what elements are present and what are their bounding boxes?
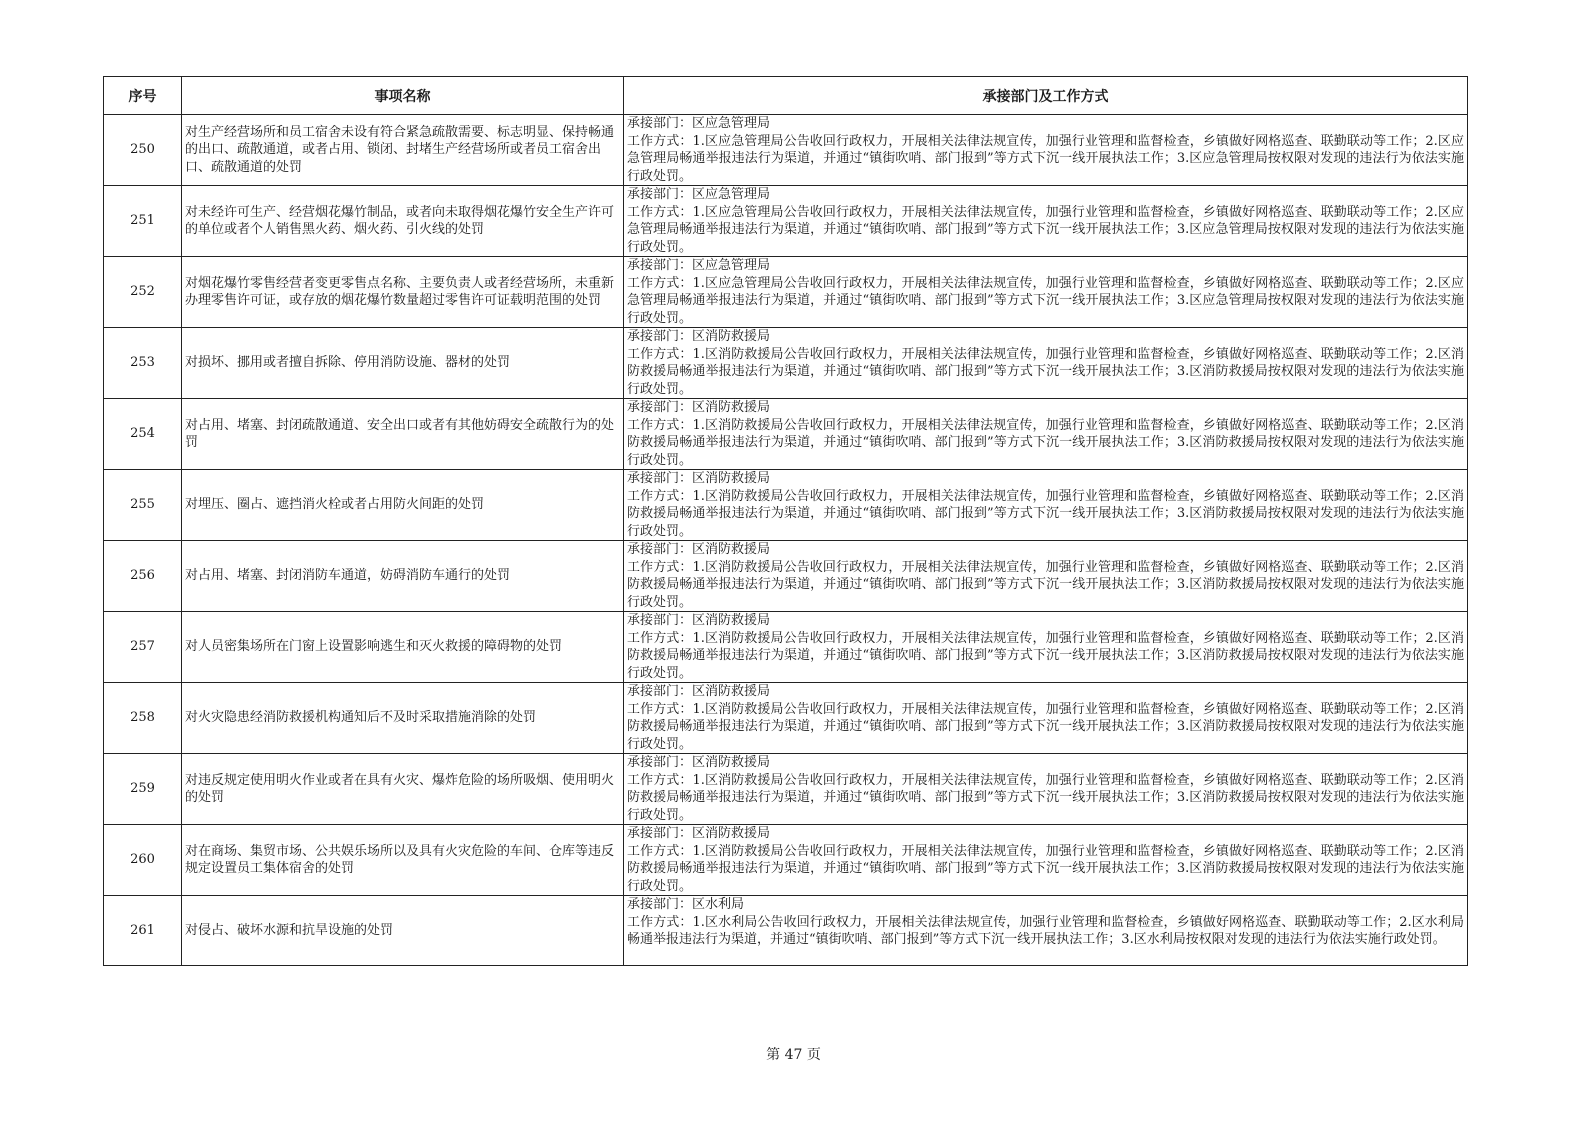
row-dept-name: 承接部门：区应急管理局 — [627, 258, 771, 273]
row-dept-method — [624, 612, 1468, 683]
table-row — [104, 754, 1468, 825]
table-row — [104, 896, 1468, 966]
row-work-method: 工作方式：1.区消防救援局公告收回行政权力，开展相关法律法规宣传，加强行业管理和监督检查，乡镇做好网格巡查、联勤联动等工作；2.区消防救援局畅通举报违法行为渠道，并通过“镇街吹哨、部门报到”等方式下沉一线开展执法工作；3.区消防救援局按权限对发现的违法行为依法实施行政处罚。 — [627, 417, 1464, 468]
row-dept-method — [624, 186, 1468, 257]
row-item-name: 对占用、堵塞、封闭疏散通道、安全出口或者有其他妨碍安全疏散行为的处罚 — [182, 399, 624, 470]
page-number: 第 47 页 — [766, 1047, 821, 1063]
row-seq-number: 256 — [104, 541, 182, 612]
row-work-method: 工作方式：1.区消防救援局公告收回行政权力，开展相关法律法规宣传，加强行业管理和监督检查，乡镇做好网格巡查、联勤联动等工作；2.区消防救援局畅通举报违法行为渠道，并通过“镇街吹哨、部门报到”等方式下沉一线开展执法工作；3.区消防救援局按权限对发现的违法行为依法实施行政处罚。 — [627, 772, 1464, 823]
row-work-method: 工作方式：1.区消防救援局公告收回行政权力，开展相关法律法规宣传，加强行业管理和监督检查，乡镇做好网格巡查、联勤联动等工作；2.区消防救援局畅通举报违法行为渠道，并通过“镇街吹哨、部门报到”等方式下沉一线开展执法工作；3.区消防救援局按权限对发现的违法行为依法实施行政处罚。 — [627, 488, 1464, 539]
row-dept-name: 承接部门：区消防救援局 — [627, 400, 771, 415]
table-row — [104, 825, 1468, 896]
row-dept-method — [624, 825, 1468, 896]
row-item-name: 对违反规定使用明火作业或者在具有火灾、爆炸危险的场所吸烟、使用明火的处罚 — [182, 754, 624, 825]
row-seq-number: 260 — [104, 825, 182, 896]
row-dept-method — [624, 541, 1468, 612]
row-dept-name: 承接部门：区消防救援局 — [627, 826, 771, 841]
row-seq-number: 255 — [104, 470, 182, 541]
row-dept-name: 承接部门：区应急管理局 — [627, 116, 771, 131]
table-header-row — [104, 77, 1468, 115]
header-item-name: 事项名称 — [182, 77, 624, 115]
table-row — [104, 399, 1468, 470]
header-dept-method: 承接部门及工作方式 — [624, 77, 1468, 115]
row-seq-number: 250 — [104, 115, 182, 186]
table-row — [104, 683, 1468, 754]
table-body — [104, 115, 1468, 966]
row-seq-number: 258 — [104, 683, 182, 754]
table-row — [104, 470, 1468, 541]
table-row — [104, 257, 1468, 328]
row-work-method: 工作方式：1.区应急管理局公告收回行政权力，开展相关法律法规宣传，加强行业管理和监督检查，乡镇做好网格巡查、联勤联动等工作；2.区应急管理局畅通举报违法行为渠道，并通过“镇街吹哨、部门报到”等方式下沉一线开展执法工作；3.区应急管理局按权限对发现的违法行为依法实施行政处罚。 — [627, 204, 1464, 255]
row-seq-number: 252 — [104, 257, 182, 328]
row-dept-name: 承接部门：区应急管理局 — [627, 187, 771, 202]
row-dept-name: 承接部门：区消防救援局 — [627, 613, 771, 628]
row-dept-name: 承接部门：区消防救援局 — [627, 329, 771, 344]
row-dept-method — [624, 754, 1468, 825]
row-dept-name: 承接部门：区消防救援局 — [627, 684, 771, 699]
table-row — [104, 186, 1468, 257]
row-work-method: 工作方式：1.区应急管理局公告收回行政权力，开展相关法律法规宣传，加强行业管理和监督检查，乡镇做好网格巡查、联勤联动等工作；2.区应急管理局畅通举报违法行为渠道，并通过“镇街吹哨、部门报到”等方式下沉一线开展执法工作；3.区应急管理局按权限对发现的违法行为依法实施行政处罚。 — [627, 133, 1464, 184]
row-item-name: 对埋压、圈占、遮挡消火栓或者占用防火间距的处罚 — [182, 470, 624, 541]
row-dept-method — [624, 470, 1468, 541]
row-work-method: 工作方式：1.区应急管理局公告收回行政权力，开展相关法律法规宣传，加强行业管理和监督检查，乡镇做好网格巡查、联勤联动等工作；2.区应急管理局畅通举报违法行为渠道，并通过“镇街吹哨、部门报到”等方式下沉一线开展执法工作；3.区应急管理局按权限对发现的违法行为依法实施行政处罚。 — [627, 275, 1464, 326]
row-seq-number: 253 — [104, 328, 182, 399]
row-dept-method — [624, 896, 1468, 966]
table-row — [104, 115, 1468, 186]
row-work-method: 工作方式：1.区消防救援局公告收回行政权力，开展相关法律法规宣传，加强行业管理和监督检查，乡镇做好网格巡查、联勤联动等工作；2.区消防救援局畅通举报违法行为渠道，并通过“镇街吹哨、部门报到”等方式下沉一线开展执法工作；3.区消防救援局按权限对发现的违法行为依法实施行政处罚。 — [627, 630, 1464, 681]
row-dept-name: 承接部门：区消防救援局 — [627, 542, 771, 557]
row-work-method: 工作方式：1.区消防救援局公告收回行政权力，开展相关法律法规宣传，加强行业管理和监督检查，乡镇做好网格巡查、联勤联动等工作；2.区消防救援局畅通举报违法行为渠道，并通过“镇街吹哨、部门报到”等方式下沉一线开展执法工作；3.区消防救援局按权限对发现的违法行为依法实施行政处罚。 — [627, 701, 1464, 752]
row-dept-name: 承接部门：区消防救援局 — [627, 755, 771, 770]
row-seq-number: 261 — [104, 896, 182, 966]
row-work-method: 工作方式：1.区消防救援局公告收回行政权力，开展相关法律法规宣传，加强行业管理和监督检查，乡镇做好网格巡查、联勤联动等工作；2.区消防救援局畅通举报违法行为渠道，并通过“镇街吹哨、部门报到”等方式下沉一线开展执法工作；3.区消防救援局按权限对发现的违法行为依法实施行政处罚。 — [627, 346, 1464, 397]
row-item-name: 对侵占、破坏水源和抗旱设施的处罚 — [182, 896, 624, 966]
row-work-method: 工作方式：1.区水利局公告收回行政权力，开展相关法律法规宣传，加强行业管理和监督检查，乡镇做好网格巡查、联勤联动等工作；2.区水利局畅通举报违法行为渠道，并通过“镇街吹哨、部门报到”等方式下沉一线开展执法工作；3.区水利局按权限对发现的违法行为依法实施行政处罚。 — [627, 914, 1464, 947]
row-seq-number: 257 — [104, 612, 182, 683]
document-table-container — [103, 76, 1467, 966]
row-seq-number: 259 — [104, 754, 182, 825]
row-dept-method — [624, 115, 1468, 186]
row-dept-name: 承接部门：区消防救援局 — [627, 471, 771, 486]
row-item-name: 对生产经营场所和员工宿舍未设有符合紧急疏散需要、标志明显、保持畅通的出口、疏散通道，或者占用、锁闭、封堵生产经营场所或者员工宿舍出口、疏散通道的处罚 — [182, 115, 624, 186]
row-item-name: 对在商场、集贸市场、公共娱乐场所以及具有火灾危险的车间、仓库等违反规定设置员工集体宿舍的处罚 — [182, 825, 624, 896]
row-item-name: 对未经许可生产、经营烟花爆竹制品，或者向未取得烟花爆竹安全生产许可的单位或者个人销售黑火药、烟火药、引火线的处罚 — [182, 186, 624, 257]
row-item-name: 对烟花爆竹零售经营者变更零售点名称、主要负责人或者经营场所，未重新办理零售许可证，或存放的烟花爆竹数量超过零售许可证载明范围的处罚 — [182, 257, 624, 328]
table-row — [104, 612, 1468, 683]
matters-table — [103, 76, 1468, 966]
row-seq-number: 254 — [104, 399, 182, 470]
row-item-name: 对火灾隐患经消防救援机构通知后不及时采取措施消除的处罚 — [182, 683, 624, 754]
row-dept-method — [624, 399, 1468, 470]
row-dept-name: 承接部门：区水利局 — [627, 897, 745, 912]
row-dept-method — [624, 328, 1468, 399]
row-dept-method — [624, 683, 1468, 754]
table-row — [104, 328, 1468, 399]
header-seq: 序号 — [104, 77, 182, 115]
row-work-method: 工作方式：1.区消防救援局公告收回行政权力，开展相关法律法规宣传，加强行业管理和监督检查，乡镇做好网格巡查、联勤联动等工作；2.区消防救援局畅通举报违法行为渠道，并通过“镇街吹哨、部门报到”等方式下沉一线开展执法工作；3.区消防救援局按权限对发现的违法行为依法实施行政处罚。 — [627, 843, 1464, 894]
row-item-name: 对人员密集场所在门窗上设置影响逃生和灭火救援的障碍物的处罚 — [182, 612, 624, 683]
row-item-name: 对占用、堵塞、封闭消防车通道，妨碍消防车通行的处罚 — [182, 541, 624, 612]
row-dept-method — [624, 257, 1468, 328]
row-seq-number: 251 — [104, 186, 182, 257]
row-work-method: 工作方式：1.区消防救援局公告收回行政权力，开展相关法律法规宣传，加强行业管理和监督检查，乡镇做好网格巡查、联勤联动等工作；2.区消防救援局畅通举报违法行为渠道，并通过“镇街吹哨、部门报到”等方式下沉一线开展执法工作；3.区消防救援局按权限对发现的违法行为依法实施行政处罚。 — [627, 559, 1464, 610]
table-row — [104, 541, 1468, 612]
row-item-name: 对损坏、挪用或者擅自拆除、停用消防设施、器材的处罚 — [182, 328, 624, 399]
